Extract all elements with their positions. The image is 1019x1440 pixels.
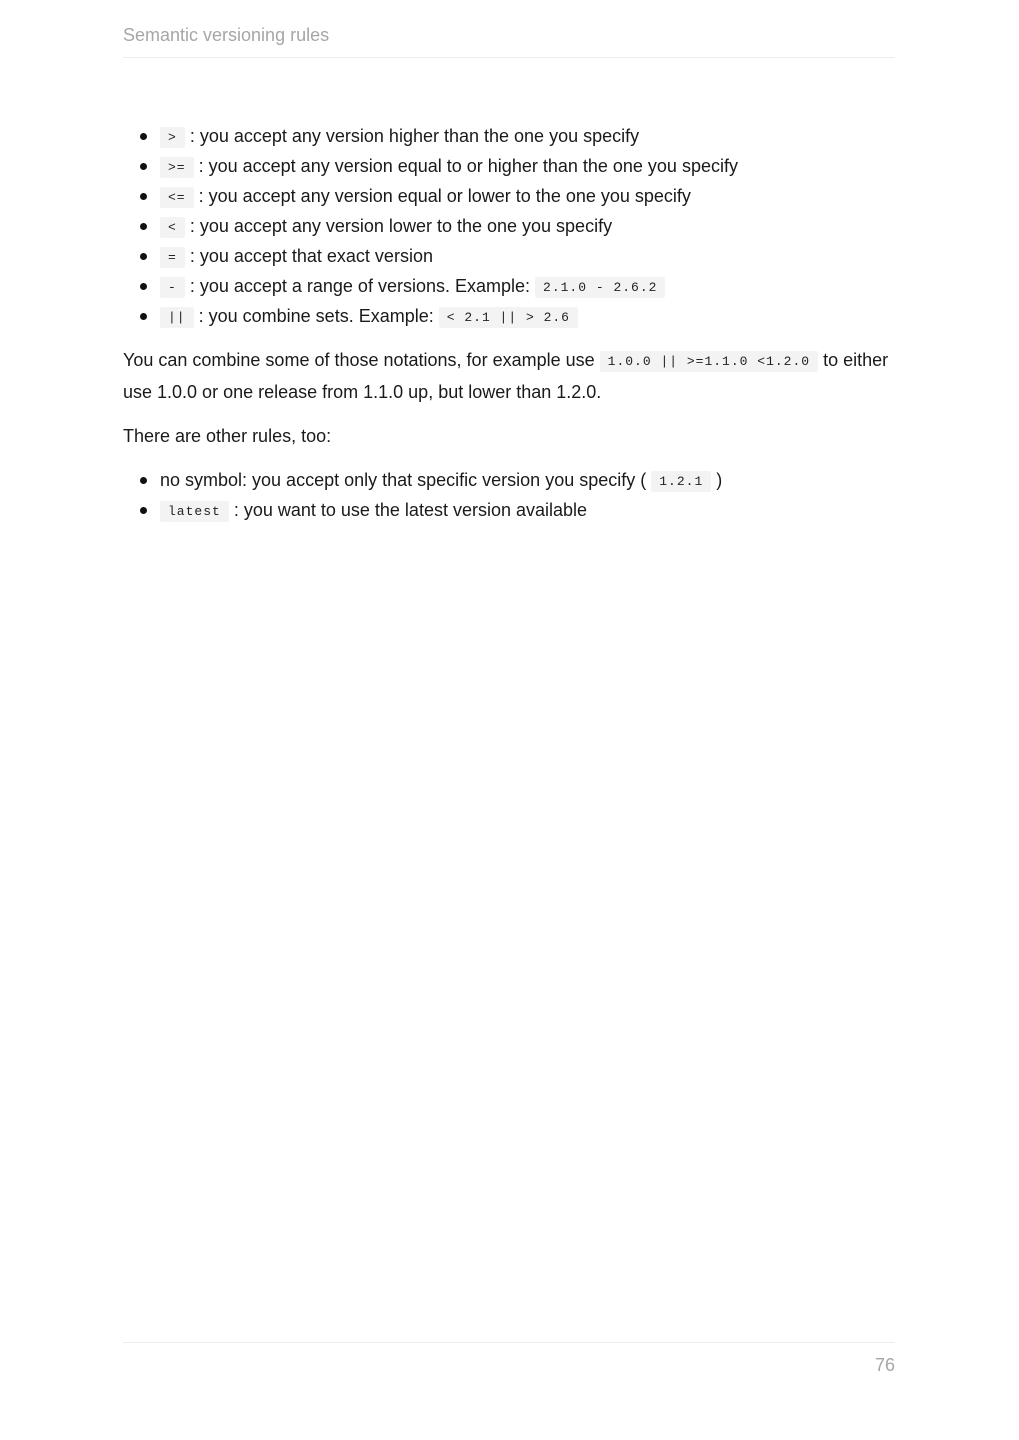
inline-code: 1.2.1 <box>651 471 711 492</box>
example-code: < 2.1 || > 2.6 <box>439 307 578 328</box>
list-item-equal <box>123 241 895 271</box>
list-item-greater <box>123 121 895 151</box>
inline-code: = <box>160 247 185 268</box>
inline-code: latest <box>160 501 229 522</box>
list-item-greater-equal <box>123 151 895 181</box>
page-number: 76 <box>874 1355 895 1375</box>
other-rules-intro: There are other rules, too: <box>123 426 332 446</box>
list-item-text: : you accept any version higher than the one you specify <box>189 126 640 146</box>
bullet-icon <box>140 477 147 484</box>
inline-code: - <box>160 277 185 298</box>
list-item-latest <box>123 495 895 525</box>
page-header <box>123 22 895 58</box>
list-item-text: : you accept a range of versions. Example: <box>189 276 531 296</box>
bullet-icon <box>140 313 147 320</box>
paragraph-text: to either use 1.0.0 or one release from 1.1.0 up, but lower than 1.2.0. <box>123 350 889 402</box>
bullet-icon <box>140 253 147 260</box>
inline-code: 1.0.0 || >=1.1.0 <1.2.0 <box>600 351 818 372</box>
example-code: 2.1.0 - 2.6.2 <box>535 277 665 298</box>
combine-paragraph <box>123 345 895 407</box>
page-footer <box>123 1342 895 1375</box>
list-item-text: : you accept that exact version <box>189 246 433 266</box>
list-item-less <box>123 211 895 241</box>
bullet-icon <box>140 223 147 230</box>
inline-code: < <box>160 217 185 238</box>
list-item-text: : you accept any version lower to the one you specify <box>189 216 613 236</box>
bullet-icon <box>140 283 147 290</box>
list-item-text: : you accept any version equal to or higher than the one you specify <box>198 156 738 176</box>
running-title: Semantic versioning rules <box>123 25 330 45</box>
page-content <box>123 121 895 525</box>
list-item-text: no symbol: you accept only that specific version you specify ( <box>160 470 647 490</box>
inline-code: <= <box>160 187 194 208</box>
bullet-icon <box>140 193 147 200</box>
list-item-less-equal <box>123 181 895 211</box>
other-rules-list <box>123 465 895 525</box>
bullet-icon <box>140 163 147 170</box>
inline-code: || <box>160 307 194 328</box>
list-item-text: : you accept any version equal or lower to the one you specify <box>198 186 691 206</box>
inline-code: >= <box>160 157 194 178</box>
list-item-text: : you combine sets. Example: <box>198 306 434 326</box>
bullet-icon <box>140 133 147 140</box>
operator-list <box>123 121 895 331</box>
list-item-text: ) <box>716 470 723 490</box>
list-item-range <box>123 271 895 301</box>
list-item-no-symbol <box>123 465 895 495</box>
paragraph-text: You can combine some of those notations, for example use <box>123 350 595 370</box>
list-item-text: : you want to use the latest version available <box>233 500 588 520</box>
bullet-icon <box>140 507 147 514</box>
inline-code: > <box>160 127 185 148</box>
list-item-combine <box>123 301 895 331</box>
